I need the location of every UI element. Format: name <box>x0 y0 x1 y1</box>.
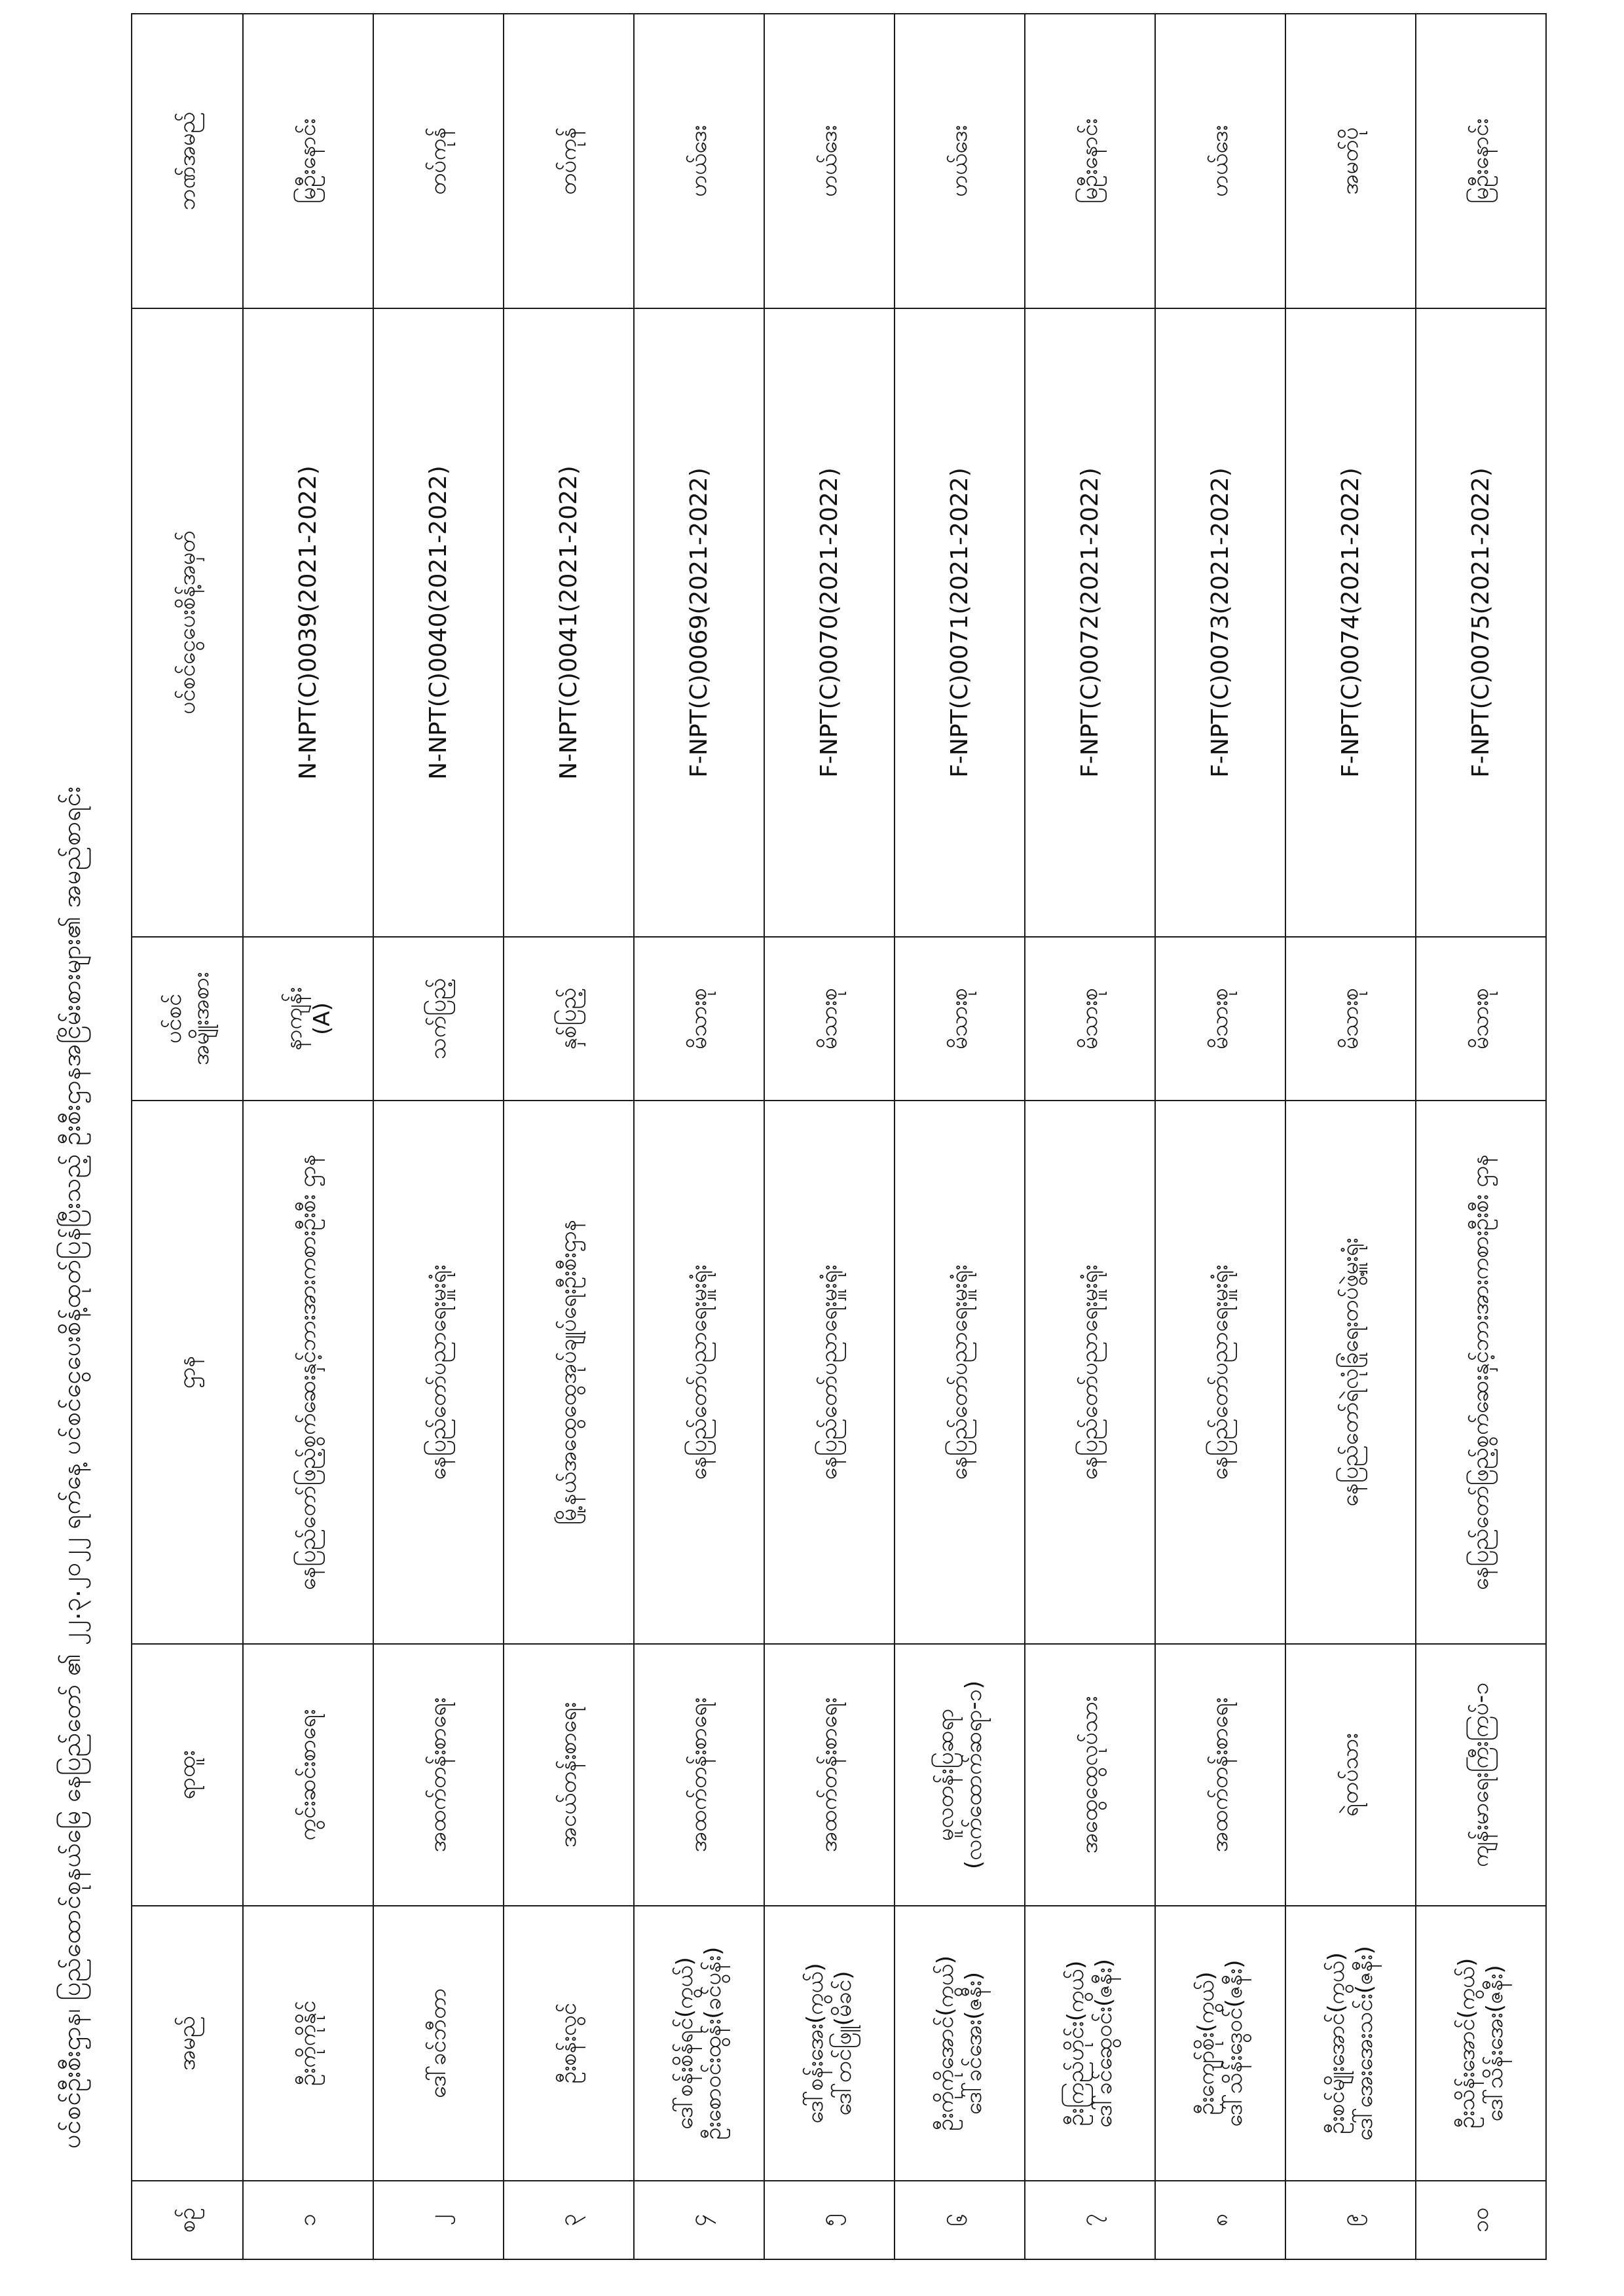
cell-name-line: ဒေါ်သိန်းအေး(ဇနီး) <box>1481 1965 1508 2122</box>
header-pension-type <box>132 937 243 1101</box>
cell-name-line: ဦးကျော်စိုး(ကွယ်) <box>1193 1971 1219 2115</box>
cell-no: ၃ <box>504 2181 634 2259</box>
cell-department: နေပြည်တော်ရဲလုံခြုံရေးတပ်ဖွဲ့မှူးရုံး <box>1285 1101 1416 1644</box>
header-pension-type-line: အမျိုးအစား <box>188 972 214 1066</box>
cell-rank-line: အထွေထွေလုပ်သား <box>1077 1696 1103 1854</box>
cell-rank-line: (လက်ထောက်ဆရာ-၁) <box>960 1680 987 1870</box>
header-rank: ရာထူး <box>132 1644 243 1906</box>
cell-pension-type <box>1416 937 1546 1101</box>
header-department: ဌာန <box>132 1101 243 1644</box>
cell-name-line: ဦးစင်မျိုးအောင်(ကွယ်) <box>1323 1952 1350 2134</box>
cell-pension-type-line: မိသားစု <box>1337 987 1364 1050</box>
cell-permit-no: F-NPT(C)0072(2021-2022) <box>1025 308 1155 937</box>
cell-department: နေပြည်တော်ပညာရေးမှူးရုံး <box>895 1101 1025 1644</box>
header-name: အမည် <box>132 1906 243 2181</box>
cell-permit-no: F-NPT(C)0070(2021-2022) <box>764 308 895 937</box>
cell-name <box>373 1906 504 2181</box>
cell-rank-line: အထက်တန်းစာရေး <box>425 1697 452 1853</box>
cell-bank: တပ်ကုန် <box>504 14 634 308</box>
cell-name-line: ဦးစောဝင်းထွန်း(ခင်ပွန်း) <box>699 1946 726 2140</box>
cell-rank <box>504 1644 634 1906</box>
cell-rank-line: ကျန်းမာရေးကြီးကြပ်-၁ <box>1467 1682 1494 1868</box>
cell-pension-type <box>634 937 764 1101</box>
header-no: စဉ် <box>132 2181 243 2259</box>
cell-rank-line: အထက်တန်းစာရေး <box>686 1697 712 1853</box>
cell-rank <box>243 1644 373 1906</box>
cell-department: နေပြည်တော်ပညာရေးမှူးရုံး <box>373 1101 504 1644</box>
cell-permit-no: F-NPT(C)0073(2021-2022) <box>1155 308 1285 937</box>
cell-permit-no: F-NPT(C)0071(2021-2022) <box>895 308 1025 937</box>
cell-name-line: ဒေါ်ခင်အေး(ဇနီး) <box>960 1971 987 2115</box>
cell-no: ၉ <box>1285 2181 1416 2259</box>
cell-pension-type <box>243 937 373 1101</box>
cell-department: မြို့နယ်အထွေထွေအုပ်ချုပ်ရေးဦးစီးဌာန <box>504 1101 634 1644</box>
table-row <box>764 14 895 2259</box>
cell-no: ၆ <box>895 2181 1025 2259</box>
header-pension-type-line: ပင်စင် <box>160 993 187 1044</box>
cell-permit-no: N-NPT(C)0039(2021-2022) <box>243 308 373 937</box>
cell-bank: ဟယ်ဒေး <box>895 14 1025 308</box>
cell-pension-type <box>895 937 1025 1101</box>
cell-department: နေပြည်တော်ဖြည့်စွက်ဆေးနှင့်ဘားအားကစားဦးစီး ဌာန <box>1416 1101 1546 1644</box>
cell-rank <box>1285 1644 1416 1906</box>
cell-name <box>243 1906 373 2181</box>
table-row <box>634 14 764 2259</box>
cell-name-line: ဒေါ်ခင်ဘီတာ <box>425 1988 452 2099</box>
cell-pension-type-line: မိသားစု <box>1207 987 1234 1050</box>
cell-rank <box>764 1644 895 1906</box>
cell-pension-type <box>373 937 504 1101</box>
cell-name <box>1416 1906 1546 2181</box>
cell-permit-no: F-NPT(C)0074(2021-2022) <box>1285 308 1416 937</box>
cell-bank: မြဦးနောင်း <box>243 14 373 308</box>
cell-bank: ဟယ်ဒေး <box>1155 14 1285 308</box>
cell-department: နေပြည်တော်ပညာရေးမှူးရုံး <box>764 1101 895 1644</box>
cell-permit-no: F-NPT(C)0069(2021-2022) <box>634 308 764 937</box>
table-row <box>1025 14 1155 2259</box>
cell-name-line: ဒေါ်အေးအေးသင်း(ဇနီး) <box>1351 1946 1378 2141</box>
header-bank: ဘဏ်အမည် <box>132 14 243 308</box>
cell-name <box>1155 1906 1285 2181</box>
table-row <box>373 14 504 2259</box>
cell-pension-type <box>504 937 634 1101</box>
cell-rank <box>1155 1644 1285 1906</box>
cell-bank: မြဦးနောင်း <box>1416 14 1546 308</box>
cell-rank-line: အငယ်တန်းစာရေး <box>555 1702 582 1848</box>
cell-no: ၇ <box>1025 2181 1155 2259</box>
cell-pension-type-line: (A) <box>308 1002 335 1035</box>
cell-pension-type <box>1025 937 1155 1101</box>
cell-name-line: ဦးကိုကိုနိုင် <box>295 2000 322 2086</box>
cell-no: ၁ <box>243 2181 373 2259</box>
cell-no: ၅ <box>764 2181 895 2259</box>
cell-pension-type <box>1285 937 1416 1101</box>
cell-name-line: ဦးစန်းလွင် <box>555 2003 582 2084</box>
cell-name-line: ဦးကြည်ဟိုင်း(ကွယ်) <box>1063 1960 1089 2126</box>
cell-name <box>895 1906 1025 2181</box>
cell-department: နေပြည်တော်ဖြည့်စွက်ဆေးနှင့်ဘားအားကစားဦးစီး ဌာန <box>243 1101 373 1644</box>
cell-rank <box>1025 1644 1155 1906</box>
cell-pension-type-line: နာကျန်း <box>281 987 307 1051</box>
cell-pension-type-line: မိသားစု <box>1467 987 1494 1050</box>
cell-permit-no: F-NPT(C)0075(2021-2022) <box>1416 308 1546 937</box>
cell-name <box>764 1906 895 2181</box>
cell-rank <box>634 1644 764 1906</box>
cell-pension-type-line: သက်ပြည့် <box>425 977 452 1060</box>
cell-rank <box>373 1644 504 1906</box>
cell-rank <box>1416 1644 1546 1906</box>
cell-pension-type <box>764 937 895 1101</box>
cell-permit-no: N-NPT(C)0040(2021-2022) <box>373 308 504 937</box>
cell-rank-line: အထက်တန်းစာရေး <box>816 1697 843 1853</box>
cell-bank: ဟယ်ဒေး <box>764 14 895 308</box>
cell-rank-line: ကွင်းဆင်းစာရေး <box>295 1709 322 1841</box>
cell-no: ၁၀ <box>1416 2181 1546 2259</box>
cell-pension-type <box>1155 937 1285 1101</box>
cell-department: နေပြည်တော်ပညာရေးမှူးရုံး <box>1025 1101 1155 1644</box>
cell-name <box>504 1906 634 2181</box>
table-row <box>1285 14 1416 2259</box>
table-header-row <box>132 14 243 2259</box>
cell-name-line: ဒေါ်ခင်ဆွေဝင်း(ဇနီး) <box>1090 1959 1117 2128</box>
cell-no: ၄ <box>634 2181 764 2259</box>
cell-name-line: ဦးသိန်းအောင်(ကွယ်) <box>1454 1958 1480 2129</box>
table-row <box>1416 14 1546 2259</box>
cell-name-line: ဒေါ်စန်းအေး(ကွယ်) <box>802 1963 828 2124</box>
cell-bank: တပ်ကုန် <box>373 14 504 308</box>
cell-name <box>634 1906 764 2181</box>
table-row <box>504 14 634 2259</box>
header-permit-no: ပင်စင်ငွေပေးစိန့်အမှတ် <box>132 308 243 937</box>
table-body <box>243 14 1546 2259</box>
cell-permit-no: N-NPT(C)0041(2021-2022) <box>504 308 634 937</box>
cell-no: ၂ <box>373 2181 504 2259</box>
cell-pension-type-line: မိသားစု <box>946 987 973 1050</box>
cell-name-line: ဒေါ်စန်းစိန်ရင်(ကွယ်) <box>672 1957 698 2130</box>
cell-name-line: ဦးကိုကိုအောင်(ကွယ်) <box>932 1956 959 2132</box>
cell-bank: အမတ်ပို <box>1285 14 1416 308</box>
cell-bank: ဟယ်ဒေး <box>634 14 764 308</box>
cell-pension-type-line: နှစ်ပြည့် <box>555 987 582 1050</box>
table-row <box>1155 14 1285 2259</box>
cell-pension-type-line: မိသားစု <box>1077 987 1103 1050</box>
cell-rank <box>895 1644 1025 1906</box>
cell-department: နေပြည်တော်ပညာရေးမှူးရုံး <box>1155 1101 1285 1644</box>
cell-rank-line: အထက်တန်းစာရေး <box>1207 1697 1234 1853</box>
cell-rank-line: ရဲတပ်သား <box>1337 1733 1364 1817</box>
cell-pension-type-line: မိသားစု <box>686 987 712 1050</box>
cell-bank: မြဦးနောင်း <box>1025 14 1155 308</box>
pension-table <box>131 13 1547 2260</box>
cell-rank-line: မူလတန်းပြဆရာ <box>932 1708 959 1842</box>
table-row <box>243 14 373 2259</box>
cell-name <box>1025 1906 1155 2181</box>
cell-name-line: ဒေါ်သိန်းဒွေဝင်(ဇနီး) <box>1221 1959 1247 2127</box>
cell-name <box>1285 1906 1416 2181</box>
document-title: ပင်စင်ဦးစီးဌာန၊ ပြည်ထောင်စုနယ်မြေ နေပြည်တော် ၏ ၂၂.၃.၂၀၂၂ ရက်နေ့ ပင်စင်ငွေပေးစိန့်ထုတ်ပြန်ပြီးသည့် ဦးစီးဌာနအငြိမ်းစားများ၏ အမည်စာရင်း <box>57 786 86 2149</box>
table-row <box>895 14 1025 2259</box>
cell-department: နေပြည်တော်ပညာရေးမှူးရုံး <box>634 1101 764 1644</box>
cell-no: ၈ <box>1155 2181 1285 2259</box>
cell-pension-type-line: မိသားစု <box>816 987 843 1050</box>
cell-name-line: ဒေါ်တင်ဖြူ(မိခင်) <box>830 1971 857 2116</box>
